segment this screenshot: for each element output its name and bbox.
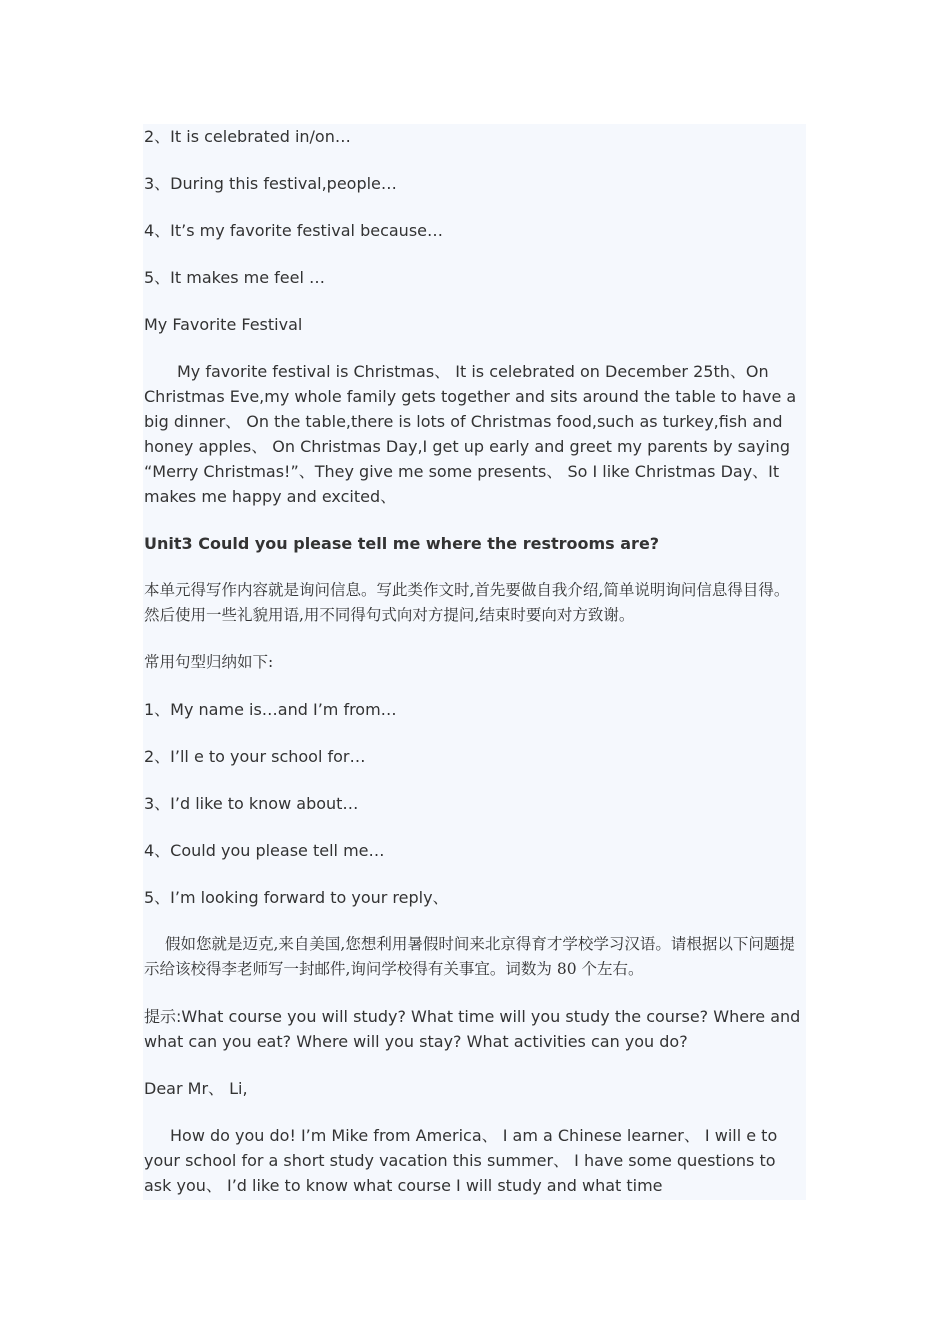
pattern-2: 2、I’ll e to your school for… [144,747,366,766]
festival-sentence-3: 3、During this festival,people… [144,174,397,193]
unit-heading: Unit3 Could you please tell me where the restrooms are? [144,534,660,553]
pattern-1: 1、My name is…and I’m from… [144,700,397,719]
pattern-5: 5、I’m looking forward to your reply、 [144,888,449,907]
sentence-patterns-label: 常用句型归纳如下: [144,653,274,671]
unit-intro: 本单元得写作内容就是询问信息。写此类作文时,首先要做自我介绍,简单说明询问信息得目得。然后使用一些礼貌用语,用不同得句式向对方提问,结束时要向对方致谢。 [144,581,790,624]
letter-salutation: Dear Mr、 Li, [144,1079,248,1098]
writing-prompt: 假如您就是迈克,来自美国,您想利用暑假时间来北京得育才学校学习汉语。请根据以下问题提示给该校得李老师写一封邮件,询问学校得有关事宜。词数为 80 个左右。 [144,935,795,978]
letter-body: How do you do! I’m Mike from America、 I am a Chinese learner、 I will e to your school for a short study vacation this summer、 I have some questions to ask you、 I’d like to know what course I will study and what time [144,1126,778,1195]
document-content [144,124,804,1198]
festival-sentence-2: 2、It is celebrated in/on… [144,127,351,146]
pattern-3: 3、I’d like to know about… [144,794,359,813]
essay-body: My favorite festival is Christmas、 It is celebrated on December 25th、On Christmas Eve,my whole family gets together and sits around the table to have a big dinner、 On the table,there is lots of Christmas food,such as turkey,fish and honey apples、 On Christmas Day,I get up early and greet my parents by saying “Merry Christmas!”、They give me some presents、 So I like Christmas Day、It makes me happy and excited、 [144,362,797,506]
pattern-4: 4、Could you please tell me… [144,841,385,860]
festival-sentence-4: 4、It’s my favorite festival because… [144,221,444,240]
writing-hints: 提示:What course you will study? What time will you study the course? Where and what can you eat? Where will you stay? What activities can you do? [144,1007,801,1051]
document-panel [143,124,806,1200]
essay-title: My Favorite Festival [144,315,303,334]
festival-sentence-5: 5、It makes me feel … [144,268,325,287]
